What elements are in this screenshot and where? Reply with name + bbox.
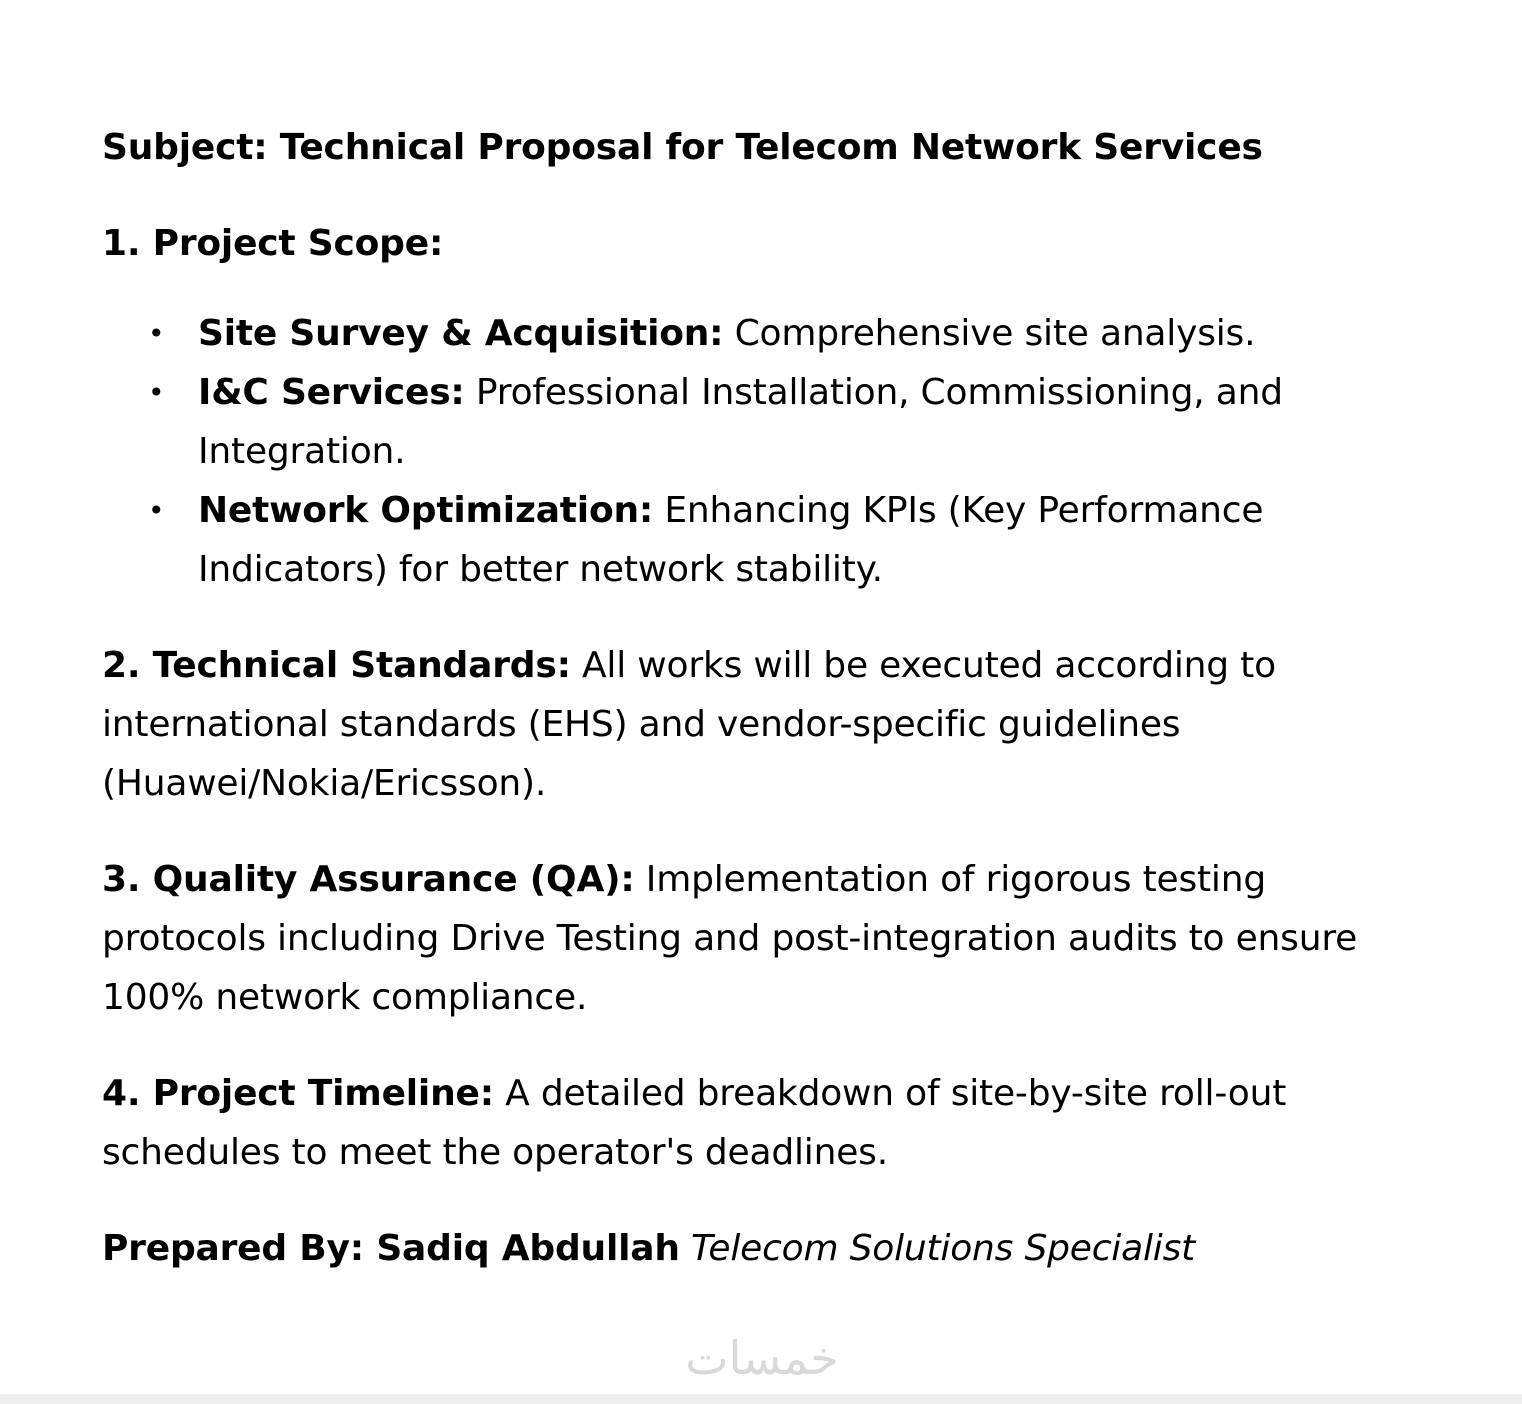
technical-standards-paragraph (102, 636, 1402, 813)
scope-item-text: Comprehensive site analysis. (723, 313, 1256, 354)
list-item (102, 481, 1402, 599)
project-scope-list (102, 304, 1402, 599)
footer-band (0, 1394, 1522, 1404)
list-item (102, 304, 1402, 363)
bullet-icon: • (148, 494, 165, 527)
scope-item-label: Network Optimization: (198, 490, 654, 531)
subject-line: Subject: Technical Proposal for Telecom Network Services (102, 127, 1263, 168)
scope-item-text: Professional Installation, Commissioning, and Integration. (198, 372, 1283, 472)
list-item (102, 363, 1402, 481)
project-timeline-text: A detailed breakdown of site-by-site roll-out schedules to meet the operator's deadlines. (102, 1073, 1287, 1173)
scope-item-text: Enhancing KPIs (Key Performance Indicators) for better network stability. (198, 490, 1264, 590)
scope-item-label: Site Survey & Acquisition: (198, 313, 724, 354)
project-timeline-paragraph (102, 1064, 1402, 1182)
bullet-icon: • (148, 376, 165, 409)
quality-assurance-paragraph (102, 850, 1402, 1027)
author-role: Telecom Solutions Specialist (679, 1228, 1196, 1269)
technical-standards-label: 2. Technical Standards: (102, 645, 571, 686)
watermark-logo: خمسات (685, 1331, 839, 1385)
prepared-by-label: Prepared By: Sadiq Abdullah (102, 1228, 680, 1269)
quality-assurance-label: 3. Quality Assurance (QA): (102, 859, 635, 900)
proposal-document (102, 118, 1402, 1278)
project-timeline-label: 4. Project Timeline: (102, 1073, 494, 1114)
quality-assurance-text: Implementation of rigorous testing protocols including Drive Testing and post-integration audits to ensure 100% network compliance. (102, 859, 1358, 1018)
bullet-icon: • (148, 317, 165, 350)
project-scope-heading: 1. Project Scope: (102, 223, 444, 264)
scope-item-label: I&C Services: (198, 372, 465, 413)
prepared-by-line (102, 1219, 1402, 1278)
technical-standards-text: All works will be executed according to international standards (EHS) and vendor-specific guidelines (Huawei/Nokia/Ericsson). (102, 645, 1276, 804)
